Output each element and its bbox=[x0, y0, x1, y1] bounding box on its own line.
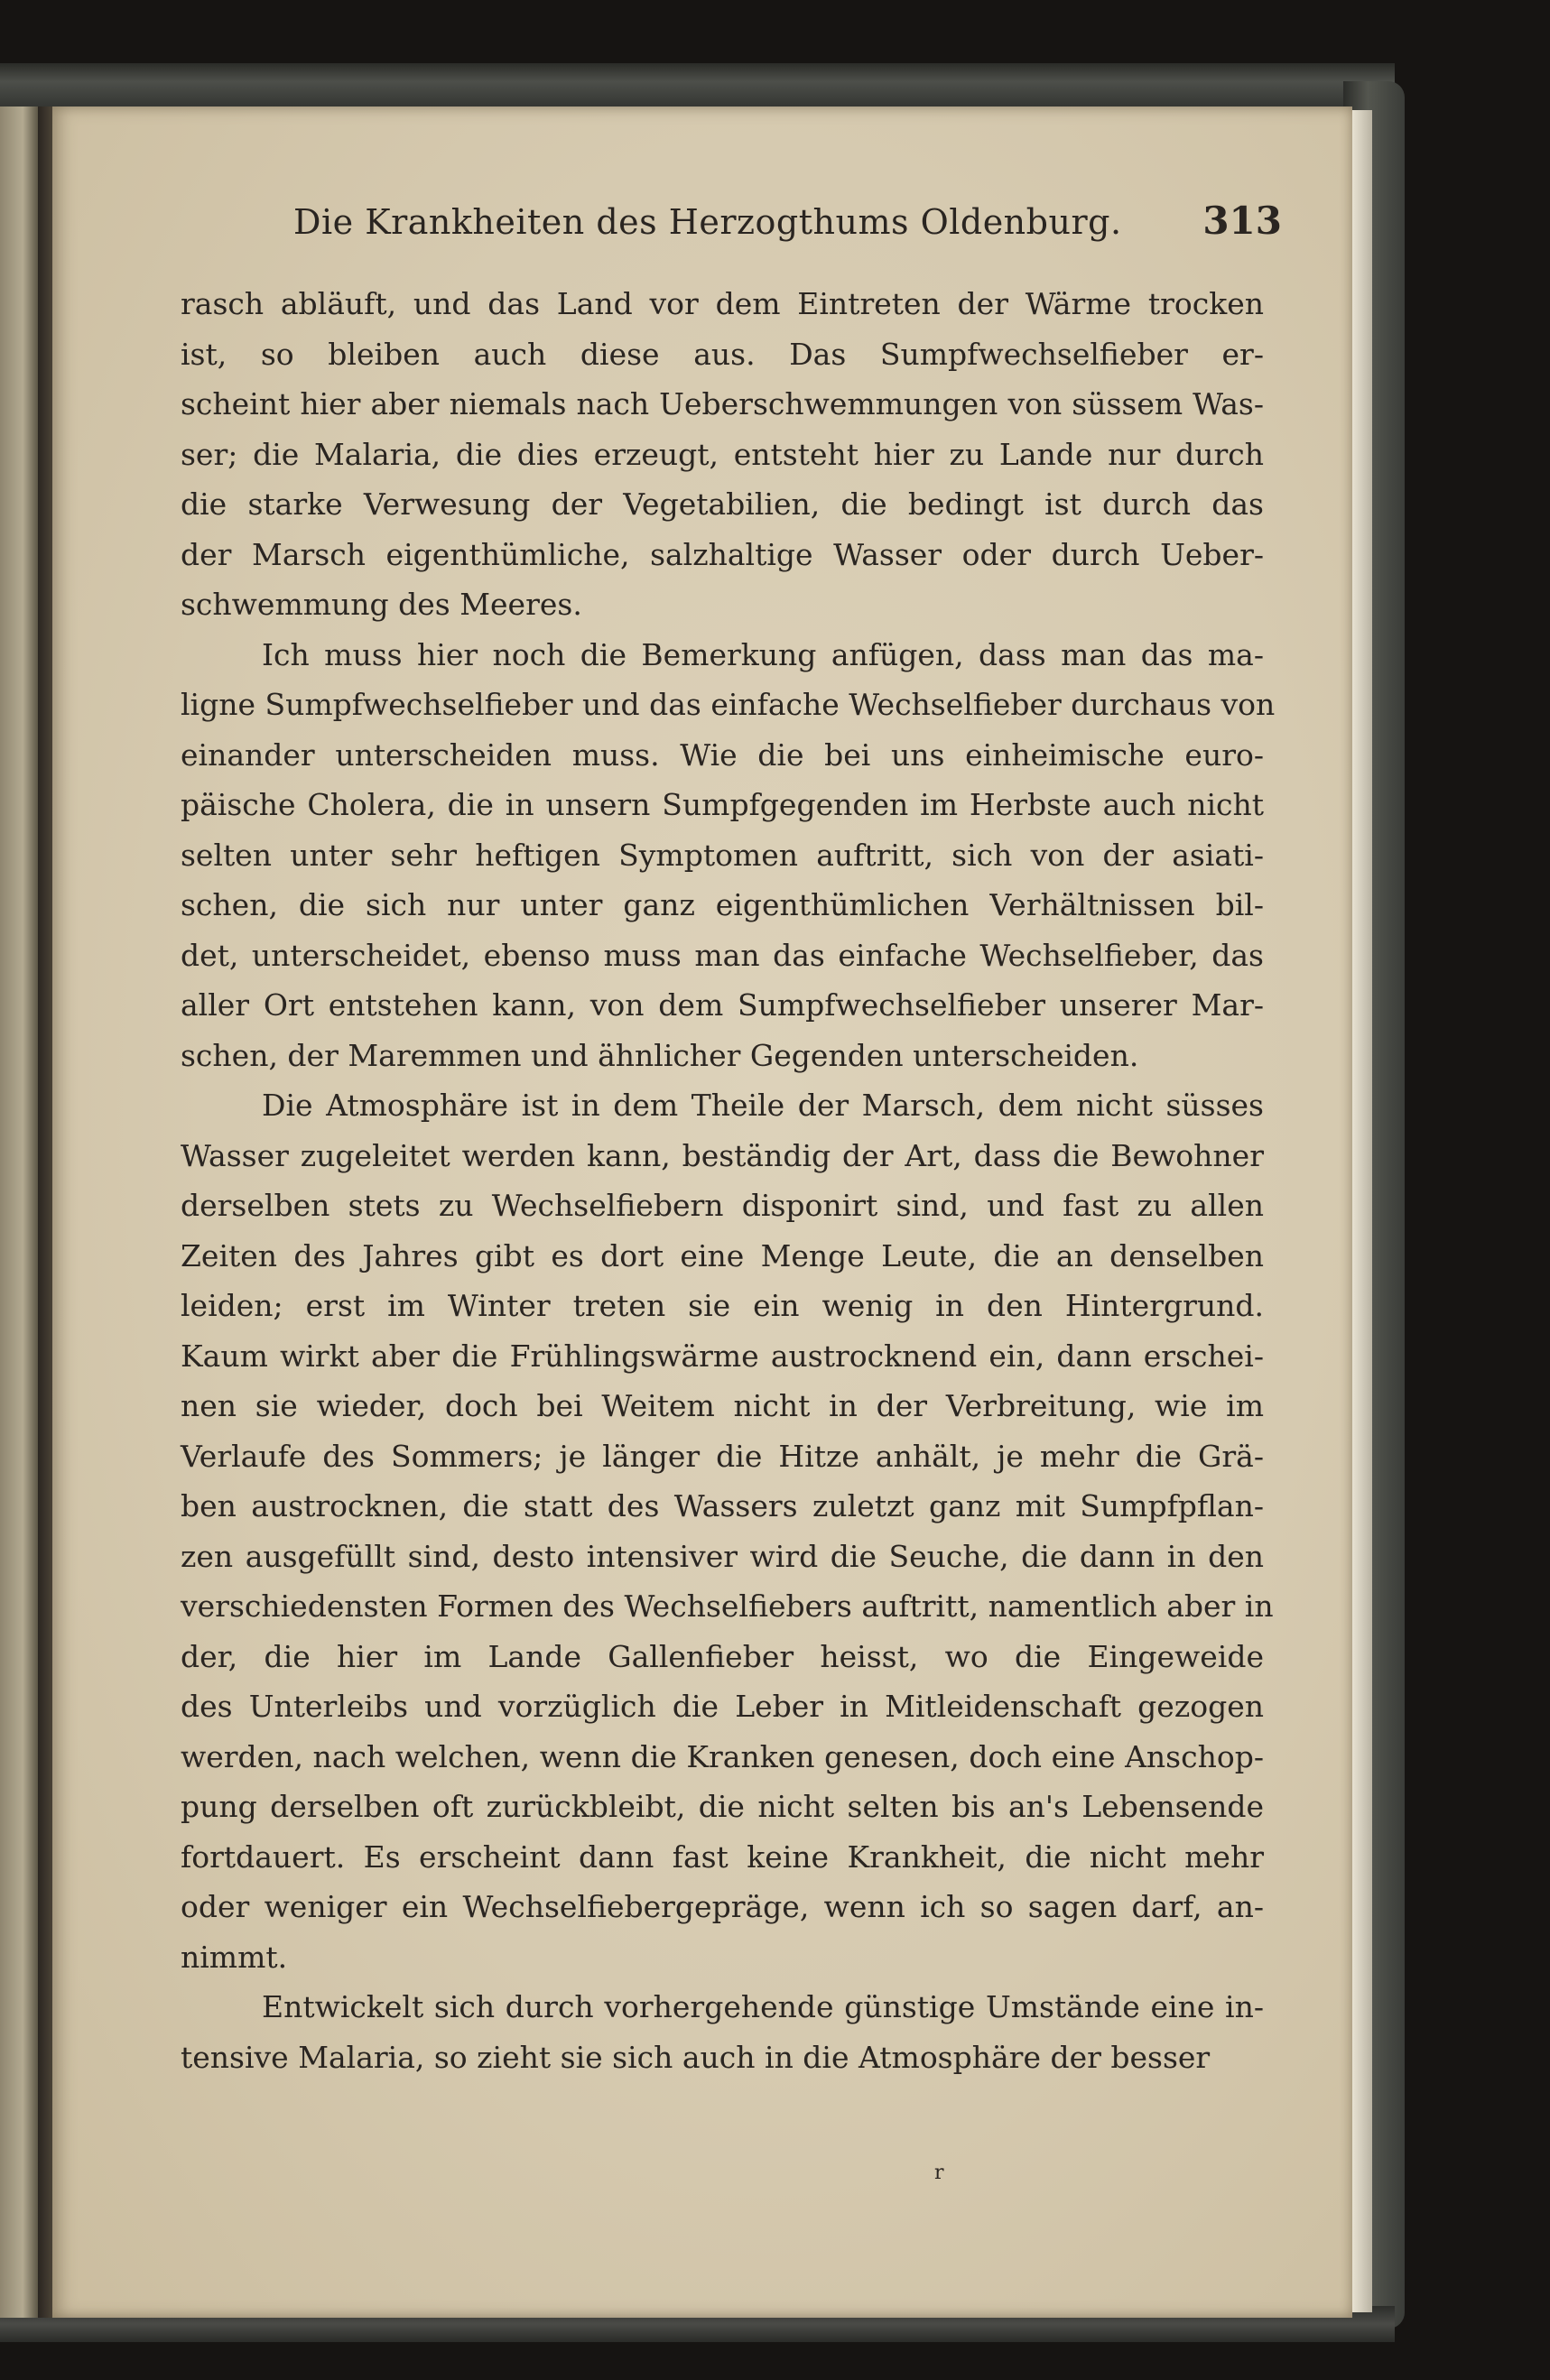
facing-page-edge bbox=[0, 106, 38, 2318]
text-line: tensive Malaria, so zieht sie sich auch in die Atmosphäre der besser bbox=[181, 2039, 1211, 2075]
running-head-title: Die Krankheiten des Herzogthums Oldenburg. bbox=[293, 202, 1122, 242]
text-line: werden, nach welchen, wenn die Kranken genesen, doch eine Anschop- bbox=[181, 1738, 1264, 1774]
text-line: der, die hier im Lande Gallenfieber heisst, wo die Eingeweide bbox=[181, 1638, 1264, 1674]
text-line: ser; die Malaria, die dies erzeugt, entsteht hier zu Lande nur durch bbox=[181, 436, 1264, 472]
text-line: Verlaufe des Sommers; je länger die Hitze anhält, je mehr die Grä- bbox=[181, 1438, 1264, 1474]
text-line: fortdauert. Es erscheint dann fast keine Krankheit, die nicht mehr bbox=[181, 1838, 1264, 1875]
text-line: schen, die sich nur unter ganz eigenthümlichen Verhältnissen bil- bbox=[181, 887, 1264, 922]
text-line: oder weniger ein Wechselfiebergepräge, wenn ich so sagen darf, an- bbox=[181, 1889, 1264, 1924]
text-line: det, unterscheidet, ebenso muss man das einfache Wechselfieber, das bbox=[181, 937, 1264, 973]
text-line: verschiedensten Formen des Wechselfiebers auftritt, namentlich aber in bbox=[181, 1588, 1274, 1624]
text-line: ist, so bleiben auch diese aus. Das Sumpfwechselfieber er- bbox=[181, 336, 1264, 372]
text-line: die starke Verwesung der Vegetabilien, die bedingt ist durch das bbox=[181, 486, 1264, 522]
text-line: ben austrocknen, die statt des Wassers zuletzt ganz mit Sumpfpflan- bbox=[181, 1488, 1264, 1523]
text-line: derselben stets zu Wechselfiebern disponirt sind, und fast zu allen bbox=[181, 1188, 1264, 1223]
text-line: Ich muss hier noch die Bemerkung anfügen, dass man das ma- bbox=[262, 636, 1264, 672]
text-line: scheint hier aber niemals nach Ueberschwemmungen von süssem Was- bbox=[181, 386, 1264, 421]
text-line: nen sie wieder, doch bei Weitem nicht in der Verbreitung, wie im bbox=[181, 1388, 1264, 1423]
text-line: schen, der Maremmen und ähnlicher Gegenden unterscheiden. bbox=[181, 1037, 1139, 1073]
text-line: des Unterleibs und vorzüglich die Leber in Mitleidenschaft gezogen bbox=[181, 1689, 1264, 1724]
page-edge-strip bbox=[1352, 110, 1372, 2312]
text-line: Zeiten des Jahres gibt es dort eine Menge Leute, die an denselben bbox=[181, 1237, 1264, 1273]
text-line: schwemmung des Meeres. bbox=[181, 587, 582, 622]
text-line: pung derselben oft zurückbleibt, die nicht selten bis an's Lebensende bbox=[181, 1789, 1264, 1824]
text-line: rasch abläuft, und das Land vor dem Eintreten der Wärme trocken bbox=[181, 286, 1264, 321]
running-head bbox=[181, 199, 1282, 243]
text-line: Wasser zugeleitet werden kann, beständig der Art, dass die Bewohner bbox=[181, 1137, 1264, 1173]
page-text-block bbox=[181, 199, 1282, 2082]
text-line: leiden; erst im Winter treten sie ein wenig in den Hintergrund. bbox=[181, 1288, 1264, 1323]
text-line: päische Cholera, die in unsern Sumpfgegenden im Herbste auch nicht bbox=[181, 787, 1264, 822]
text-line: ligne Sumpfwechselfieber und das einfache Wechselfieber durchaus von bbox=[181, 687, 1276, 722]
book-gutter bbox=[38, 106, 52, 2318]
text-line: selten unter sehr heftigen Symptomen auftritt, sich von der asiati- bbox=[181, 837, 1264, 873]
text-line: aller Ort entstehen kann, von dem Sumpfwechselfieber unserer Mar- bbox=[181, 987, 1264, 1023]
text-line: zen ausgefüllt sind, desto intensiver wird die Seuche, die dann in den bbox=[181, 1538, 1264, 1574]
text-line: einander unterscheiden muss. Wie die bei uns einheimische euro- bbox=[181, 736, 1264, 773]
page-number: 313 bbox=[1202, 199, 1282, 243]
text-line: der Marsch eigenthümliche, salzhaltige Wasser oder durch Ueber- bbox=[181, 536, 1264, 572]
text-line: Entwickelt sich durch vorhergehende günstige Umstände eine in- bbox=[262, 1989, 1264, 2024]
body-text bbox=[181, 279, 1276, 2082]
text-line: Kaum wirkt aber die Frühlingswärme austrocknend ein, dann erschei- bbox=[181, 1338, 1264, 1374]
text-line: nimmt. bbox=[181, 1939, 288, 1975]
text-line: Die Atmosphäre ist in dem Theile der Marsch, dem nicht süsses bbox=[262, 1088, 1264, 1123]
catchword: r bbox=[934, 2162, 944, 2184]
